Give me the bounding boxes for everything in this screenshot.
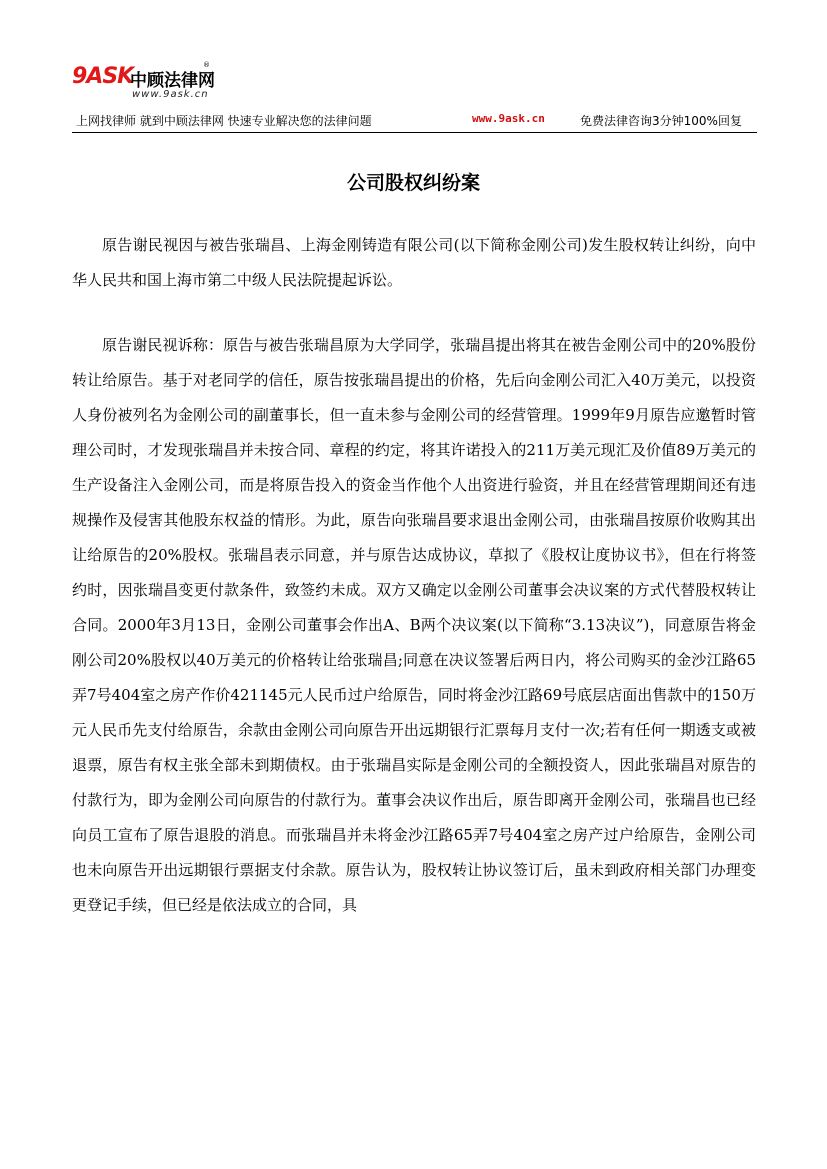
header-site-link[interactable]: www.9ask.cn	[472, 112, 545, 125]
page-header	[72, 60, 757, 138]
logo-url: www.9ask.cn	[132, 89, 209, 100]
document-body	[72, 228, 756, 923]
header-divider	[72, 132, 757, 133]
paragraph-intro: 原告谢民视因与被告张瑞昌、上海金刚铸造有限公司(以下简称金刚公司)发生股权转让纠纷，向中华人民共和国上海市第二中级人民法院提起诉讼。	[72, 236, 756, 289]
header-tagline: 上网找律师 就到中顾法律网 快速专业解决您的法律问题	[76, 114, 372, 128]
header-promo: 免费法律咨询3分钟100%回复	[580, 114, 742, 128]
logo-brand: 9ASK	[72, 64, 134, 89]
document-title: 公司股权纠纷案	[346, 172, 480, 194]
site-logo[interactable]	[72, 60, 272, 100]
paragraph-claim: 原告谢民视诉称：原告与被告张瑞昌原为大学同学，张瑞昌提出将其在被告金刚公司中的20%股份转让给原告。基于对老同学的信任，原告按张瑞昌提出的价格，先后向金刚公司汇入40万美元，以投资人身份被列名为金刚公司的副董事长，但一直未参与金刚公司的经营管理。1999年9月原告应邀暂时管理公司时，才发现张瑞昌并未按合同、章程的约定，将其许诺投入的211万美元现汇及价值89万美元的生产设备注入金刚公司，而是将原告投入的资金当作他个人出资进行验资，并且在经营管理期间还有违规操作及侵害其他股东权益的情形。为此，原告向张瑞昌要求退出金刚公司，由张瑞昌按原价收购其出让给原告的20%股权。张瑞昌表示同意，并与原告达成协议，草拟了《股权让度协议书》，但在行将签约时，因张瑞昌变更付款条件，致签约未成。双方又确定以金刚公司董事会决议案的方式代替股权转让合同。2000年3月13日，金刚公司董事会作出A、B两个决议案(以下简称“3.13决议”)，同意原告将金刚公司20%股权以40万美元的价格转让给张瑞昌;同意在决议签署后两日内，将公司购买的金沙江路65弄7号404室之房产作价421145元人民币过户给原告，同时将金沙江路69号底层店面出售款中的150万元人民币先支付给原告，余款由金刚公司向原告开出远期银行汇票每月支付一次;若有任何一期透支或被退票，原告有权主张全部未到期债权。由于张瑞昌实际是金刚公司的全额投资人，因此张瑞昌对原告的付款行为，即为金刚公司向原告的付款行为。董事会决议作出后，原告即离开金刚公司，张瑞昌也已经向员工宣布了原告退股的消息。而张瑞昌并未将金沙江路65弄7号404室之房产过户给原告，金刚公司也未向原告开出远期银行票据支付余款。原告认为，股权转让协议签订后，虽未到政府相关部门办理变更登记手续，但已经是依法成立的合同，具	[72, 336, 756, 914]
registered-icon: ®	[203, 61, 210, 69]
logo-name: 中顾法律网	[130, 71, 215, 91]
